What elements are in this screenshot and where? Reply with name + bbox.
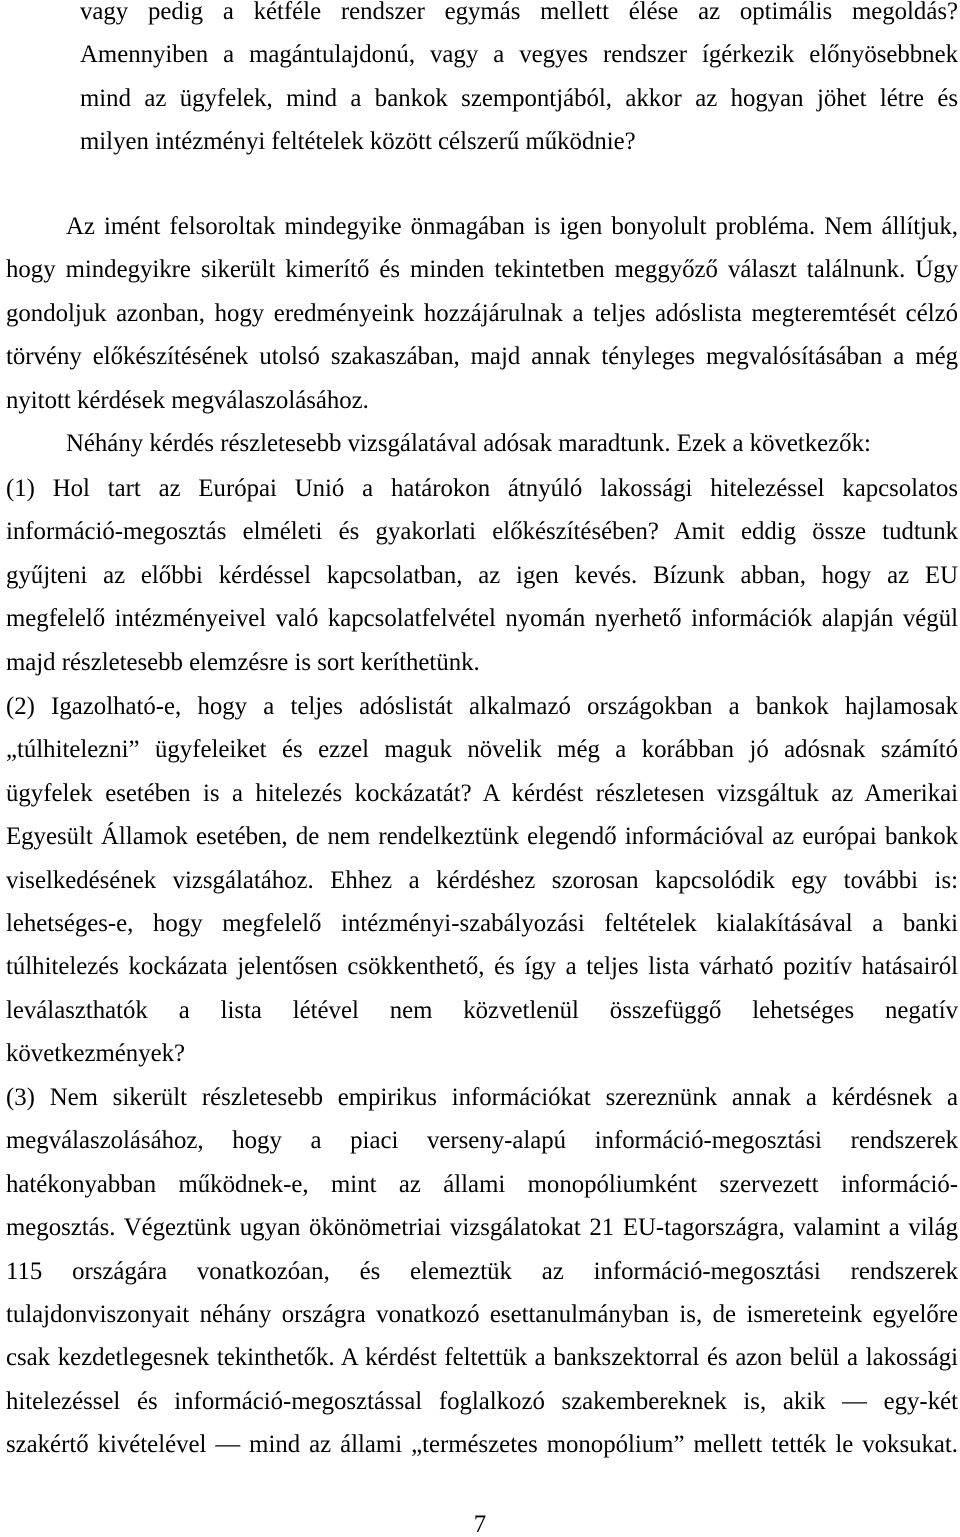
text-line: túlhitelezés kockázata jelentősen csökkenthető, és így a teljes lista várható pozitív hatásairól xyxy=(6,953,958,981)
text-line: (1) Hol tart az Európai Unió a határokon átnyúló lakossági hitelezéssel kapcsolatos xyxy=(6,475,958,502)
paragraph-summary xyxy=(6,205,958,422)
text-line: csak kezdetlegesnek tekinthetők. A kérdést feltettük a bankszektorral és azon belül a lakossági xyxy=(6,1344,958,1372)
text-line: gyűjteni az előbbi kérdéssel kapcsolatban, az igen kevés. Bízunk abban, hogy az EU xyxy=(6,561,958,589)
text-line: megfelelő intézményeivel való kapcsolatfelvétel nyomán nyerhető információk alapján végül xyxy=(6,605,958,633)
page-number: 7 xyxy=(473,1511,487,1537)
text-line: milyen intézményi feltételek között célszerű működnie? xyxy=(80,128,636,156)
text-line: Amennyiben a magántulajdonú, vagy a vegyes rendszer ígérkezik előnyösebbnek xyxy=(80,41,958,69)
text-line: nyitott kérdések megválaszolásához. xyxy=(6,386,369,414)
text-line: hogy mindegyikre sikerült kimerítő és minden tekintetben meggyőző választ találnunk. Úgy xyxy=(6,256,958,284)
text-line: következmények? xyxy=(6,1040,186,1068)
text-line: mind az ügyfelek, mind a bankok szempontjából, akkor az hogyan jöhet létre és xyxy=(80,84,958,112)
paragraph-question-3 xyxy=(6,1076,958,1467)
text-line: „túlhitelezni” ügyfeleiket és ezzel maguk növelik még a korábban jó adósnak számító xyxy=(6,736,958,764)
paragraph-question-2 xyxy=(6,685,958,1076)
text-line: ügyfelek esetében is a hitelezés kockázatát? A kérdést részletesen vizsgáltuk az Amerikai xyxy=(6,779,958,807)
text-line: majd részletesebb elemzésre is sort keríthetünk. xyxy=(6,648,480,676)
text-line: megválaszolásához, hogy a piaci verseny-alapú információ-megosztási rendszerek xyxy=(6,1127,958,1155)
text-line: hitelezéssel és információ-megosztással foglalkozó szakembereknek is, akik — egy-két xyxy=(6,1387,958,1415)
text-line: Egyesült Államok esetében, de nem rendelkeztünk elegendő információval az európai bankok xyxy=(6,823,958,851)
continued-question-block xyxy=(80,0,958,164)
text-line: (2) Igazolható-e, hogy a teljes adóslistát alkalmazó országokban a bankok hajlamosak xyxy=(6,693,958,720)
text-line: viselkedésének vizsgálatához. Ehhez a kérdéshez szorosan kapcsolódik egy további is: xyxy=(6,866,958,894)
text-line: megosztás. Végeztünk ugyan ökönömetriai vizsgálatokat 21 EU-tagországra, valamint a világ xyxy=(6,1214,958,1242)
text-line: hatékonyabban működnek-e, mint az állami monopóliumként szervezett információ- xyxy=(6,1170,958,1198)
text-line: szakértő kivételével — mind az állami „természetes monopólium” mellett tették le voksukat. xyxy=(6,1431,958,1459)
text-line: tulajdonviszonyait néhány országra vonatkozó esettanulmányban is, de ismereteink egyelőre xyxy=(6,1300,958,1328)
text-line: (3) Nem sikerült részletesebb empirikus információkat szereznünk annak a kérdésnek a xyxy=(6,1084,958,1111)
text-line: leválaszthatók a lista létével nem közvetlenül összefüggő lehetséges negatív xyxy=(6,996,958,1024)
text-line: Néhány kérdés részletesebb vizsgálatával adósak maradtunk. Ezek a következők: xyxy=(66,430,871,457)
text-line: információ-megosztás elméleti és gyakorlati előkészítésében? Amit eddig össze tudtunk xyxy=(6,518,958,546)
paragraph-open-questions-intro xyxy=(6,422,958,465)
text-line: törvény előkészítésének utolsó szakaszában, majd annak tényleges megvalósításában a még xyxy=(6,343,958,371)
text-line: gondoljuk azonban, hogy eredményeink hozzájárulnak a teljes adóslista megteremtését célzó xyxy=(6,299,958,327)
text-line: Az imént felsoroltak mindegyike önmagában is igen bonyolult probléma. Nem állítjuk, xyxy=(66,213,958,240)
text-line: vagy pedig a kétféle rendszer egymás mellett élése az optimális megoldás? xyxy=(80,0,958,25)
paragraph-question-1 xyxy=(6,467,958,684)
text-line: lehetséges-e, hogy megfelelő intézményi-szabályozási feltételek kialakításával a banki xyxy=(6,909,958,937)
text-line: 115 országára vonatkozóan, és elemeztük az információ-megosztási rendszerek xyxy=(6,1257,958,1285)
